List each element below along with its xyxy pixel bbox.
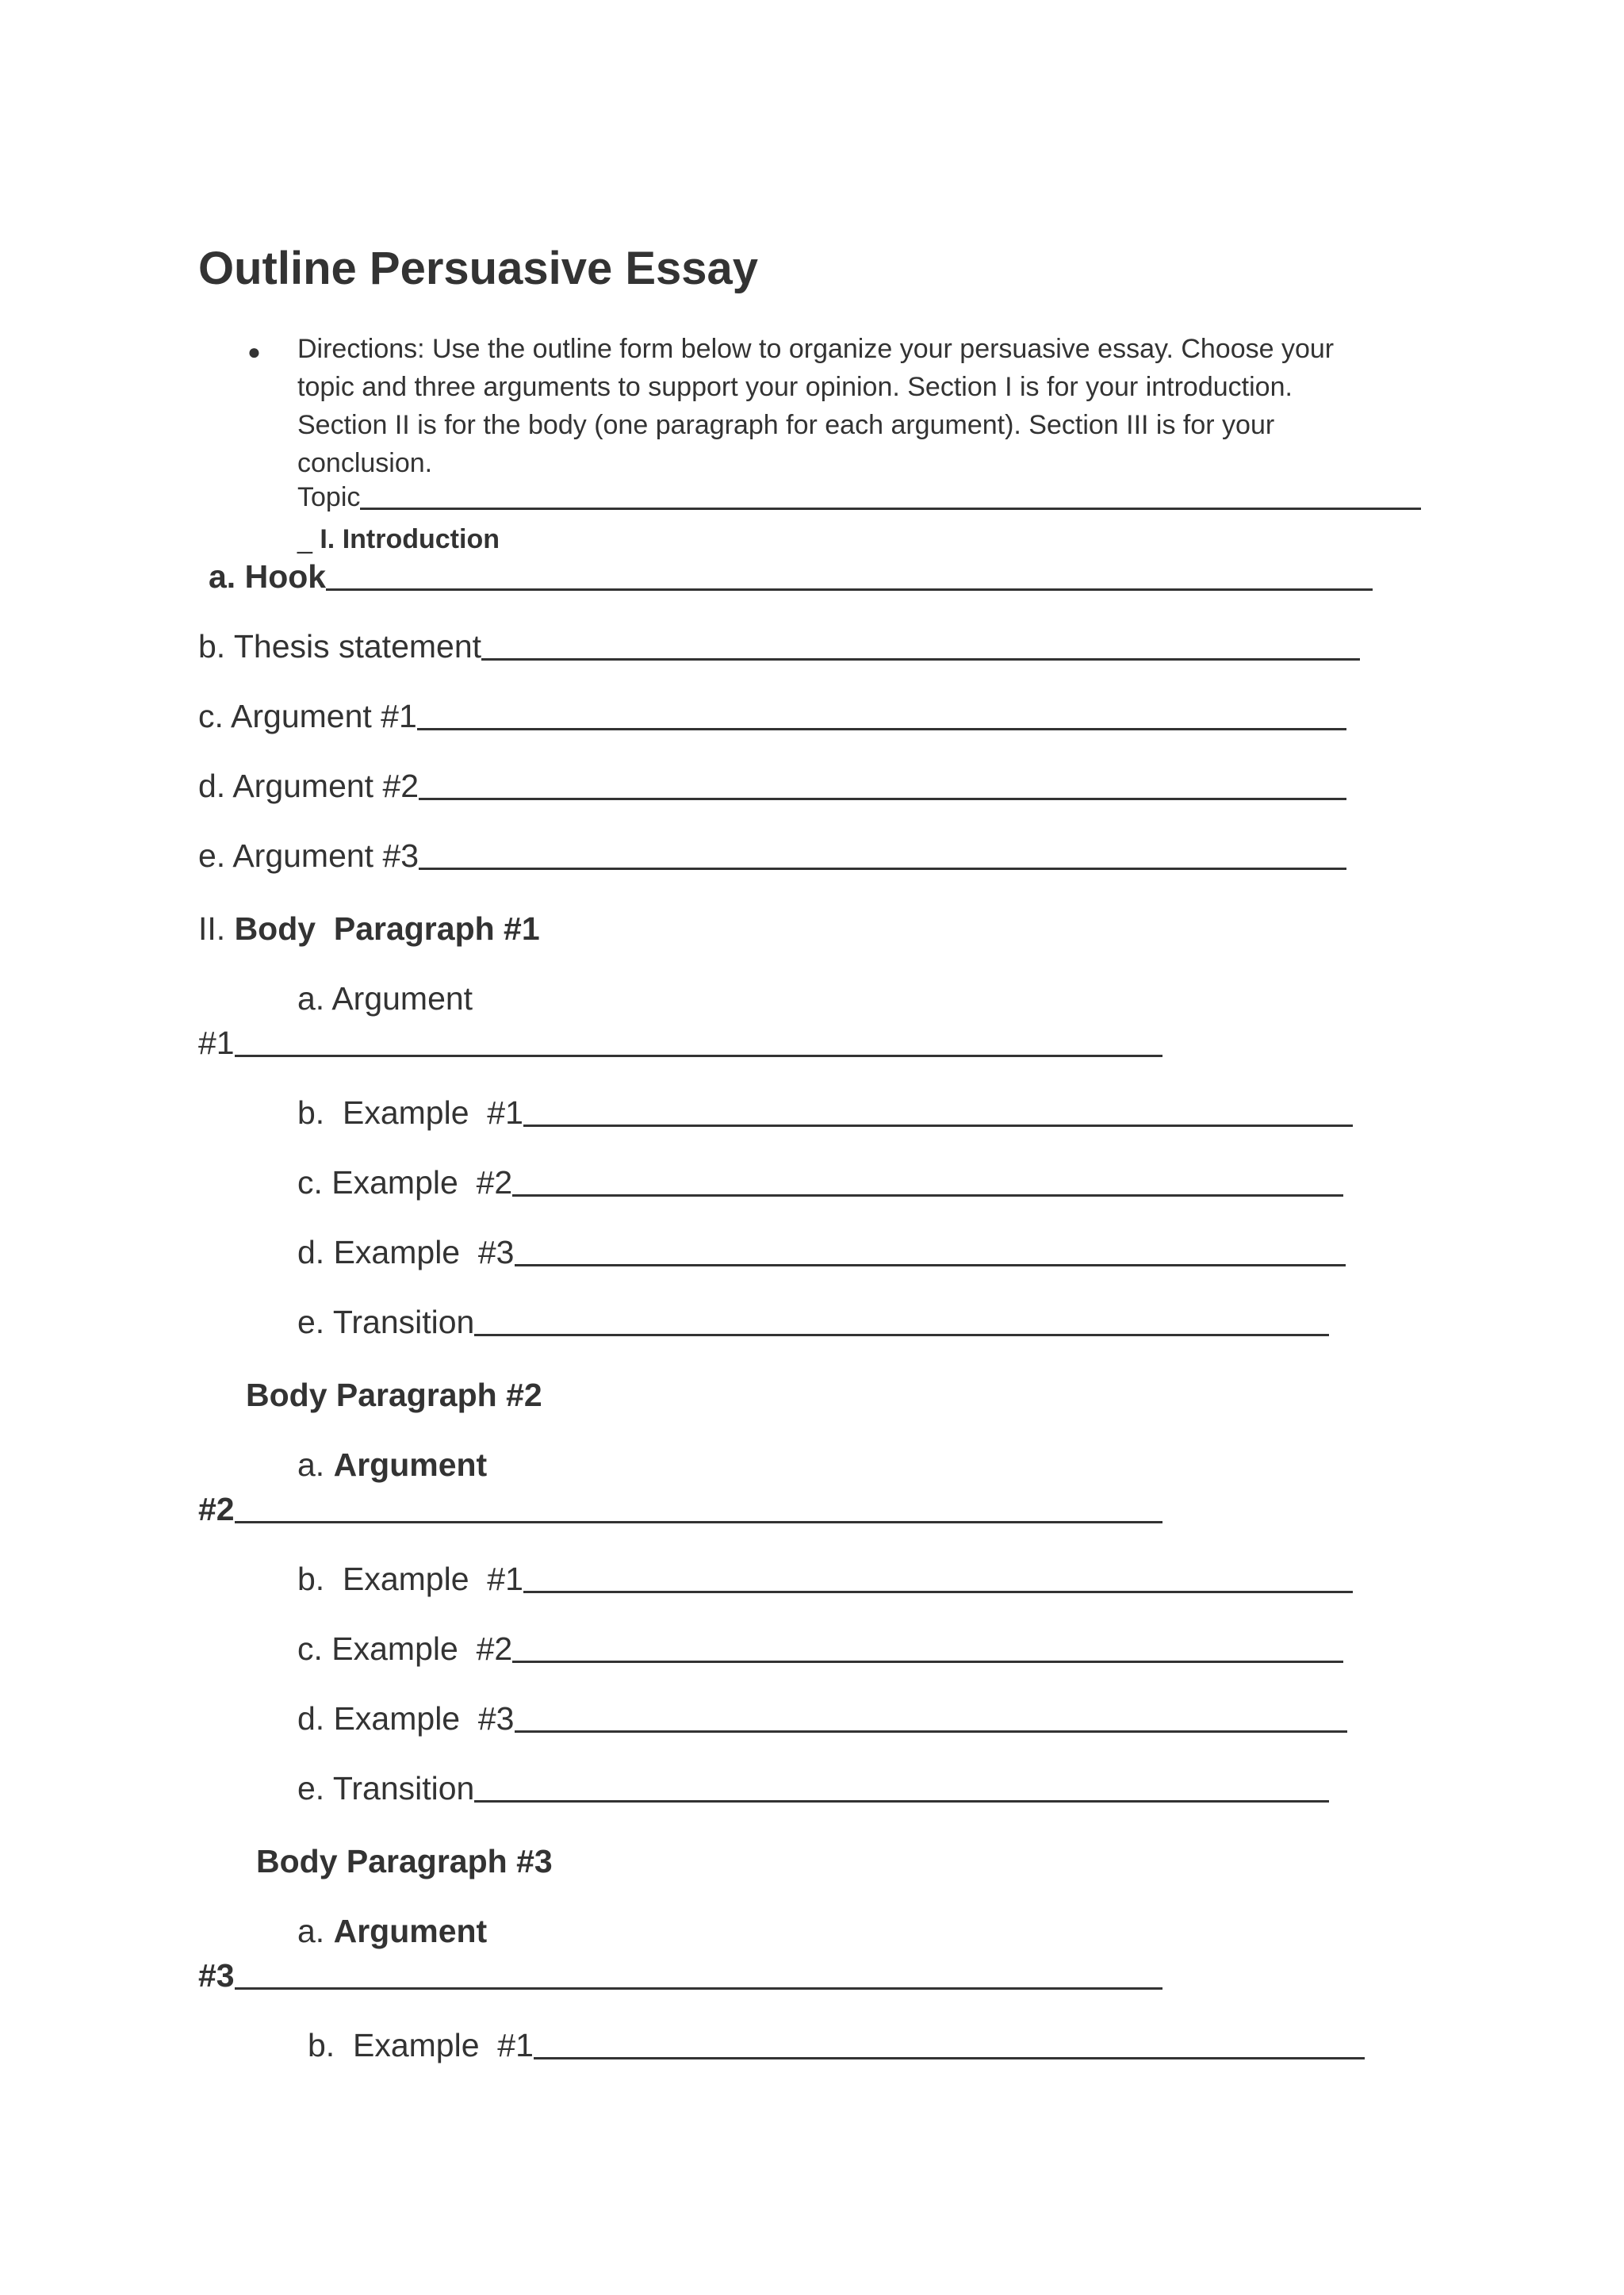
body2-argument-prefix: a. (297, 1446, 334, 1483)
body3-example1-label: b. Example #1 (308, 2027, 534, 2063)
body2-example3-blank[interactable] (515, 1730, 1347, 1733)
thesis-blank[interactable] (481, 658, 1360, 661)
body1-example3-field[interactable] (297, 1234, 1346, 1271)
directions-line-4: conclusion. (297, 448, 433, 478)
body1-example2-blank[interactable] (512, 1194, 1343, 1197)
body1-example3-label: d. Example #3 (297, 1234, 515, 1270)
body3-argument-blank[interactable] (235, 1987, 1162, 1990)
body2-example2-field[interactable] (297, 1630, 1343, 1668)
body2-argument-num: #2 (198, 1491, 235, 1527)
intro-arg2-label: d. Argument #2 (198, 768, 419, 804)
hook-blank[interactable] (326, 588, 1373, 591)
body1-transition-field[interactable] (297, 1304, 1329, 1341)
intro-arg2-blank[interactable] (419, 798, 1346, 800)
body3-argument-prefix: a. (297, 1913, 334, 1949)
body2-heading (246, 1377, 542, 1414)
body1-example2-field[interactable] (297, 1164, 1343, 1201)
body2-example2-blank[interactable] (512, 1661, 1343, 1663)
hook-field[interactable] (209, 558, 1373, 596)
body1-argument-field[interactable] (198, 1025, 1162, 1062)
body1-example1-field[interactable] (297, 1094, 1353, 1132)
body1-heading-prefix: II. (198, 910, 235, 947)
body3-example1-field[interactable] (308, 2027, 1365, 2064)
body2-argument-blank[interactable] (235, 1521, 1162, 1523)
intro-label: I. Introduction (320, 524, 500, 554)
bullet-dot: ● (247, 339, 261, 364)
directions-line-1: Directions: Use the outline form below to organize your persuasive essay. Choose your (297, 334, 1335, 364)
intro-heading (297, 520, 500, 558)
body1-heading-label: Body Paragraph #1 (234, 910, 540, 947)
intro-arg1-label: c. Argument #1 (198, 698, 417, 734)
body1-transition-blank[interactable] (474, 1334, 1329, 1336)
body2-argument-field[interactable] (198, 1491, 1162, 1528)
body3-heading (256, 1843, 553, 1880)
intro-arg1-field[interactable] (198, 698, 1346, 735)
body2-transition-label: e. Transition (297, 1770, 475, 1806)
body3-argument-text: Argument (333, 1913, 488, 1949)
thesis-field[interactable] (198, 628, 1360, 665)
body3-heading-label: Body Paragraph #3 (256, 1843, 553, 1879)
body2-example3-field[interactable] (297, 1700, 1347, 1738)
body2-argument-text: Argument (333, 1446, 488, 1483)
body1-example3-blank[interactable] (515, 1264, 1346, 1266)
directions-line-2: topic and three arguments to support your opinion. Section I is for your introduction. (297, 372, 1293, 402)
body2-transition-field[interactable] (297, 1770, 1329, 1807)
intro-arg1-blank[interactable] (417, 728, 1346, 730)
body2-example1-blank[interactable] (523, 1591, 1353, 1593)
body1-argument-label (297, 980, 473, 1017)
body1-argument-blank[interactable] (235, 1055, 1162, 1057)
body1-argument-text: a. Argument (297, 980, 473, 1017)
body1-transition-label: e. Transition (297, 1304, 475, 1340)
intro-arg2-field[interactable] (198, 768, 1346, 805)
body1-heading (198, 910, 540, 948)
directions-line-3: Section II is for the body (one paragraph for each argument). Section III is for your (297, 410, 1275, 440)
topic-blank[interactable] (360, 508, 1421, 510)
body3-example1-blank[interactable] (534, 2057, 1365, 2059)
intro-arg3-field[interactable] (198, 837, 1346, 875)
topic-field[interactable] (297, 482, 1421, 513)
topic-label: Topic (297, 482, 361, 512)
hook-label: a. Hook (209, 558, 327, 595)
intro-prefix: _ (297, 524, 320, 554)
body2-transition-blank[interactable] (474, 1800, 1329, 1803)
body2-example1-label: b. Example #1 (297, 1561, 523, 1597)
body3-argument-field[interactable] (198, 1957, 1162, 1994)
body2-example1-field[interactable] (297, 1561, 1353, 1598)
body2-heading-label: Body Paragraph #2 (246, 1377, 542, 1413)
body1-example1-label: b. Example #1 (297, 1094, 523, 1131)
body1-argument-num: #1 (198, 1025, 235, 1061)
page-title: Outline Persuasive Essay (198, 243, 759, 294)
intro-arg3-label: e. Argument #3 (198, 837, 419, 874)
body1-example1-blank[interactable] (523, 1125, 1353, 1127)
body3-argument-label (297, 1913, 487, 1950)
body2-example3-label: d. Example #3 (297, 1700, 515, 1737)
body2-argument-label (297, 1446, 487, 1484)
body3-argument-num: #3 (198, 1957, 235, 1994)
intro-arg3-blank[interactable] (419, 868, 1346, 870)
body2-example2-label: c. Example #2 (297, 1630, 513, 1667)
thesis-label: b. Thesis statement (198, 628, 482, 665)
body1-example2-label: c. Example #2 (297, 1164, 513, 1201)
